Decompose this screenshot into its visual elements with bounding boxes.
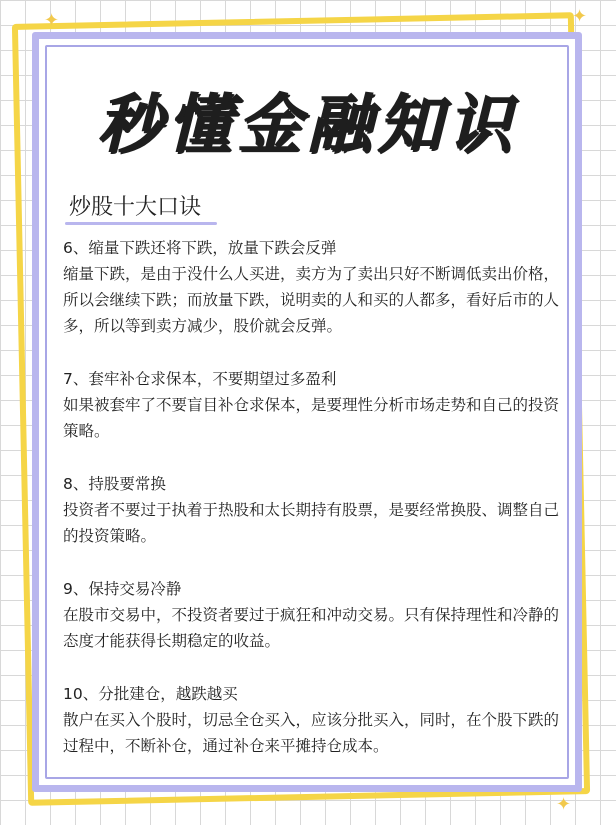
tip-body: 散户在买入个股时，切忌全仓买入，应该分批买入，同时，在个股下跌的过程中，不断补仓，通过补仓来平摊持仓成本。 bbox=[63, 711, 560, 755]
tip-body: 缩量下跌，是由于没什么人买进，卖方为了卖出只好不断调低卖出价格，所以会继续下跌；而放量下跌，说明卖的人和买的人都多，看好后市的人多，所以等到卖方减少，股价就会反弹。 bbox=[63, 265, 560, 335]
section-subtitle bbox=[69, 193, 201, 223]
content-card bbox=[32, 32, 582, 792]
tip-item bbox=[63, 576, 563, 654]
tip-body: 投资者不要过于执着于热股和太长期持有股票，是要经常换股、调整自己的投资策略。 bbox=[63, 501, 560, 545]
subtitle-text: 炒股十大口诀 bbox=[69, 195, 202, 220]
sparkle-icon: ✦ bbox=[572, 6, 588, 27]
tip-item bbox=[63, 366, 563, 444]
tip-body: 在股市交易中，不投资者要过于疯狂和冲动交易。只有保持理性和冷静的态度才能获得长期稳定的收益。 bbox=[63, 606, 560, 650]
tip-heading: 10、分批建仓，越跌越买 bbox=[63, 685, 238, 703]
tip-heading: 6、缩量下跌还将下跌，放量下跌会反弹 bbox=[63, 239, 337, 257]
tip-heading: 7、套牢补仓求保本，不要期望过多盈利 bbox=[63, 370, 337, 388]
tips-list bbox=[63, 235, 563, 786]
tip-item bbox=[63, 471, 563, 549]
page-title: 秒懂金融知识 bbox=[97, 88, 517, 162]
tip-item bbox=[63, 681, 563, 759]
sparkle-icon: ✦ bbox=[556, 794, 572, 815]
sparkle-icon: ✦ bbox=[44, 10, 60, 31]
subtitle-underline bbox=[65, 222, 217, 225]
tip-body: 如果被套牢了不要盲目补仓求保本，是要理性分析市场走势和自己的投资策略。 bbox=[63, 396, 560, 440]
tip-heading: 9、保持交易冷静 bbox=[63, 580, 182, 598]
tip-item bbox=[63, 235, 563, 339]
tip-heading: 8、持股要常换 bbox=[63, 475, 166, 493]
